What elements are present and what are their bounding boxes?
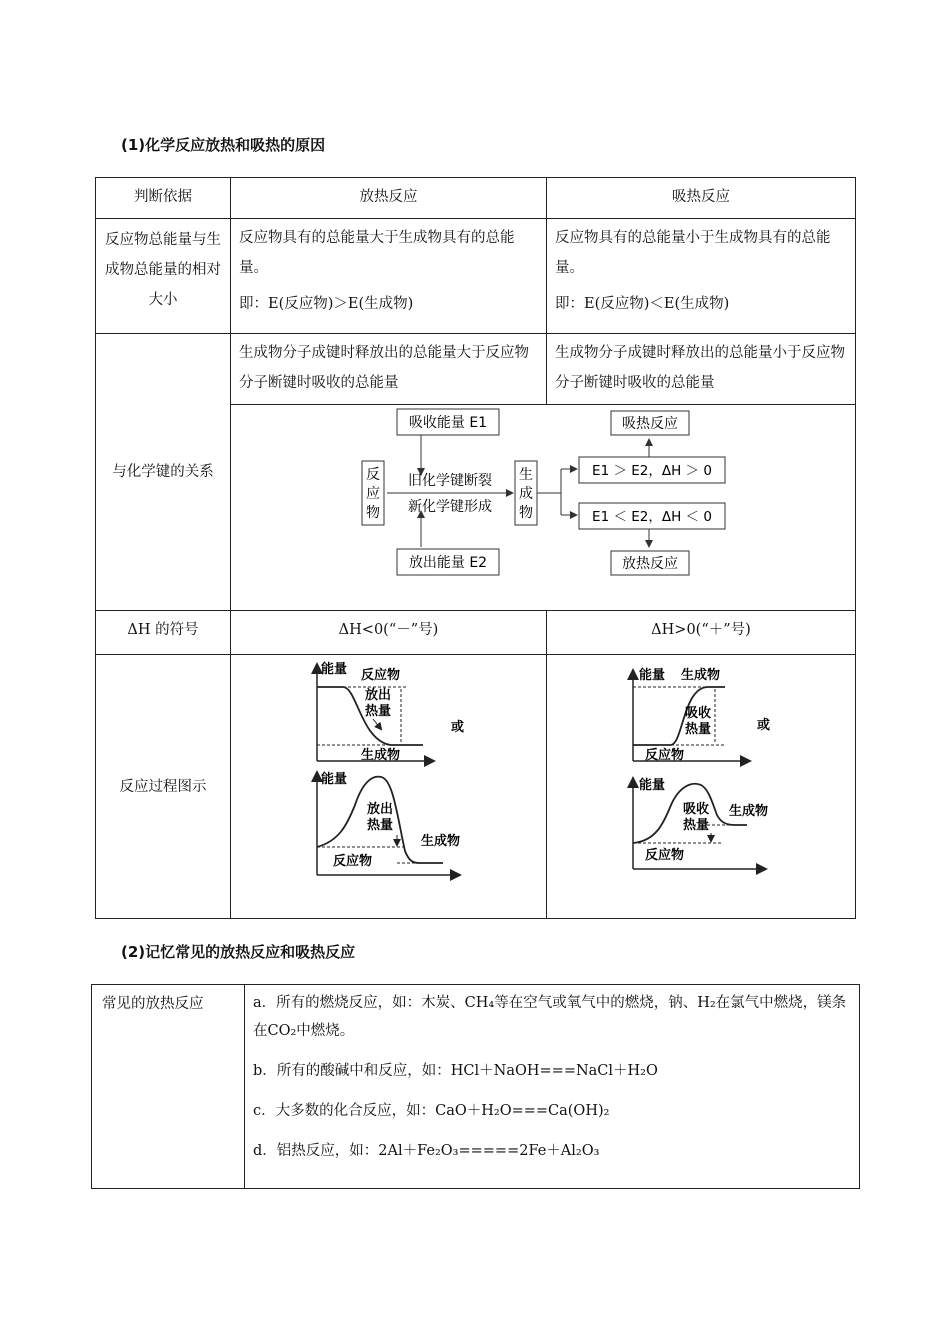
exo-graph2-reactant: 反应物 (333, 854, 373, 869)
row-sign-label: ΔH 的符号 (96, 611, 231, 655)
bond-form-text: 新化学键形成 (408, 499, 492, 515)
endothermic-result: 吸热反应 (622, 416, 678, 432)
row-energy-exo (231, 219, 547, 334)
reaction-item-a: a．所有的燃烧反应，如：木炭、CH₄等在空气或氧气中的燃烧，钠、H₂在氯气中燃烧，镁条在CO₂中燃烧。 (253, 995, 847, 1039)
row-graph-label: 反应过程图示 (96, 655, 231, 919)
endo-graph1-product: 生成物 (681, 668, 721, 683)
endo-graph2-absorb-1: 吸收 (683, 802, 710, 817)
reaction-item-c: c．大多数的化合反应，如：CaO＋H₂O===Ca(OH)₂ (253, 1103, 610, 1119)
endo-graphs-cell (547, 655, 856, 919)
endo-energy-text: 反应物具有的总能量小于生成物具有的总能量。 (555, 230, 831, 276)
endo-graph1-reactant: 反应物 (645, 748, 685, 763)
exo-formula: E(反应物)＞E(生成物) (268, 296, 414, 312)
endo-graph2-reactant: 反应物 (645, 848, 685, 863)
bond-diagram-cell (231, 405, 856, 611)
endothermic-condition: E1 ＞ E2，ΔH ＞ 0 (592, 463, 712, 479)
endo-graph1-y-label: 能量 (639, 668, 666, 683)
row-sign-exo: ΔH<0(“－”号) (231, 611, 547, 655)
exo-graph2-product: 生成物 (421, 834, 461, 849)
row-bond-exo: 生成物分子成键时释放出的总能量大于反应物分子断键时吸收的总能量 (231, 334, 547, 405)
header-exothermic: 放热反应 (231, 178, 547, 219)
reaction-item-b: b．所有的酸碱中和反应，如：HCl＋NaOH===NaCl＋H₂O (253, 1063, 658, 1079)
row-bond-label: 与化学键的关系 (96, 334, 231, 611)
bond-break-text: 旧化学键断裂 (408, 473, 492, 489)
reaction-item-d: d．铝热反应，如：2Al＋Fe₂O₃=====2Fe＋Al₂O₃ (253, 1143, 600, 1159)
header-basis: 判断依据 (96, 178, 231, 219)
reactant-char-3: 物 (366, 505, 380, 521)
release-energy-text: 放出能量 E2 (408, 555, 488, 571)
common-exothermic-list (245, 985, 860, 1189)
reactant-char-2: 应 (366, 486, 380, 502)
exo-or: 或 (451, 720, 465, 735)
exothermic-result: 放热反应 (622, 556, 678, 572)
header-endothermic: 吸热反应 (547, 178, 856, 219)
endo-or: 或 (757, 718, 771, 733)
endo-graph2-y-label: 能量 (639, 778, 666, 793)
endo-graph1-absorb-1: 吸收 (685, 706, 712, 721)
exo-graph1-y-label: 能量 (321, 662, 348, 677)
common-reactions-table (91, 984, 860, 1189)
common-exothermic-label: 常见的放热反应 (92, 985, 245, 1189)
exo-formula-prefix: 即： (239, 296, 268, 312)
section2-title: (2)记忆常见的放热反应和吸热反应 (121, 943, 356, 961)
exo-energy-text: 反应物具有的总能量大于生成物具有的总能量。 (239, 230, 515, 276)
exo-graph2-y-label: 能量 (321, 772, 348, 787)
endothermic-energy-graphs (547, 655, 854, 907)
row-bond-endo: 生成物分子成键时释放出的总能量小于反应物分子断键时吸收的总能量 (547, 334, 856, 405)
absorb-energy-text: 吸收能量 E1 (408, 415, 488, 431)
endo-formula: E(反应物)＜E(生成物) (584, 296, 730, 312)
product-char-1: 生 (519, 467, 533, 483)
endo-graph2-product: 生成物 (729, 804, 769, 819)
endo-formula-prefix: 即： (555, 296, 584, 312)
row-sign-endo: ΔH>0(“＋”号) (547, 611, 856, 655)
bond-energy-diagram (231, 405, 855, 599)
reactant-char-1: 反 (366, 467, 380, 483)
exothermic-energy-graphs (231, 655, 545, 907)
exo-graph2-release-2: 热量 (367, 818, 394, 833)
endo-graph1-absorb-2: 热量 (685, 722, 712, 737)
section1-title: (1)化学反应放热和吸热的原因 (121, 136, 326, 154)
exo-graphs-cell (231, 655, 547, 919)
product-char-3: 物 (519, 505, 533, 521)
exo-graph1-release-2: 热量 (365, 704, 392, 719)
product-char-2: 成 (519, 486, 533, 502)
endo-graph2-absorb-2: 热量 (683, 818, 710, 833)
row-energy-label: 反应物总能量与生成物总能量的相对大小 (96, 219, 231, 334)
exo-graph1-reactant: 反应物 (361, 668, 401, 683)
exo-graph1-release-1: 放出 (365, 688, 392, 703)
row-energy-endo (547, 219, 856, 334)
exo-graph1-product: 生成物 (361, 748, 401, 763)
exothermic-condition: E1 ＜ E2，ΔH ＜ 0 (592, 509, 712, 525)
reason-table (95, 177, 856, 919)
exo-graph2-release-1: 放出 (367, 802, 394, 817)
